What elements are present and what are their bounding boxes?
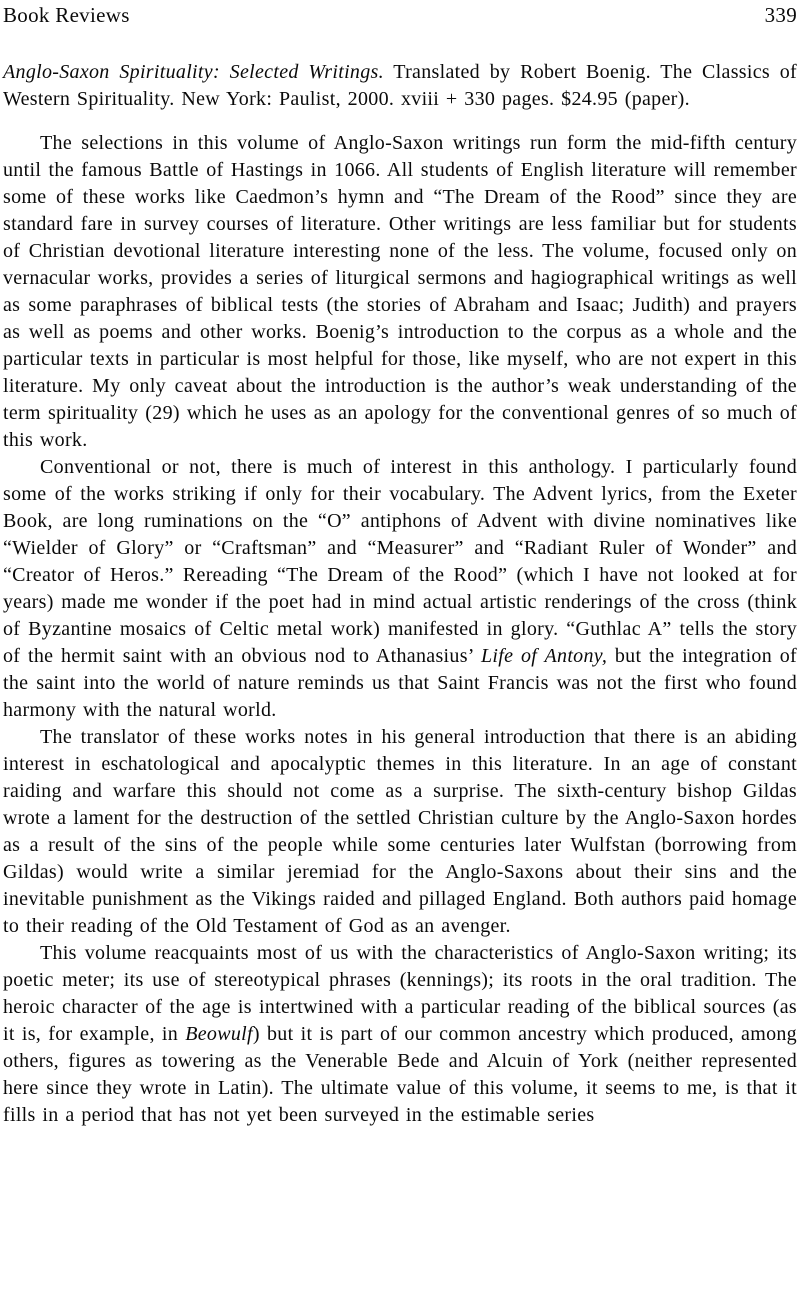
text-segment: Conventional or not, there is much of interest in this anthology. I particularly found some of the works striking if only for their vocabulary. The Advent lyrics, from the Exeter Book, are long ruminations on the “O” antiphons of Advent with divine nominatives like “Wielder of Glory” or “Craftsman” and “Measurer” and “Radiant Ruler of Wonder” and “Creator of Heros.” Rereading “The Dream of the Rood” (which I have not looked at for years) made me wonder if the poet had in mind actual artistic renderings of the cross (think of Byzantine mosaics of Celtic metal work) manifested in glory. “Guthlac A” tells the story of the hermit saint with an obvious nod to Athanasius’ — [3, 456, 797, 667]
text-segment: This volume reacquaints most of us with the characteristics of Anglo-Saxon writing; its poetic meter; its use of stereotypical phrases (kennings); its roots in the oral tradition. The heroic character of the age is intertwined with a particular reading of the biblical sources (as it is, for example, in — [3, 942, 797, 1045]
review-paragraph — [3, 940, 797, 1129]
review-paragraph — [3, 454, 797, 724]
text-segment: Translated by Robert Boenig. The Classics of Western Spirituality. New York: Paulist, 2000. xviii + 330 pages. $24.95 (paper). — [3, 61, 797, 110]
review-paragraph — [3, 130, 797, 454]
italic-text-segment: Life of Antony, — [480, 645, 608, 667]
book-citation — [3, 59, 797, 113]
page-number: 339 — [764, 3, 797, 27]
italic-text-segment: Beowulf — [185, 1023, 253, 1045]
running-head-title: Book Reviews — [3, 3, 130, 27]
text-segment: ) but it is part of our common ancestry which produced, among others, figures as towering as the Venerable Bede and Alcuin of York (neither represented here since they wrote in Latin). The ultimate value of this volume, it seems to me, is that it fills in a period that has not yet been surveyed in the estimable series — [3, 1023, 797, 1126]
running-head — [3, 2, 797, 28]
review-paragraph — [3, 724, 797, 940]
italic-text-segment: Anglo-Saxon Spirituality: Selected Writings. — [3, 61, 384, 83]
text-segment: but the integration of the saint into the world of nature reminds us that Saint Francis was not the first who found harmony with the natural world. — [3, 645, 797, 721]
text-segment: The translator of these works notes in his general introduction that there is an abiding interest in eschatological and apocalyptic themes in this literature. In an age of constant raiding and warfare this should not come as a surprise. The sixth-century bishop Gildas wrote a lament for the destruction of the settled Christian culture by the Anglo-Saxon hordes as a result of the sins of the people while some centuries later Wulfstan (borrowing from Gildas) would write a similar jeremiad for the Anglo-Saxons about their sins and the inevitable punishment as the Vikings raided and pillaged England. Both authors paid homage to their reading of the Old Testament of God as an avenger. — [3, 726, 797, 937]
text-segment: The selections in this volume of Anglo-Saxon writings run form the mid-fifth century until the famous Battle of Hastings in 1066. All students of English literature will remember some of these works like Caedmon’s hymn and “The Dream of the Rood” since they are standard fare in survey courses of literature. Other writings are less familiar but for students of Christian devotional literature interesting none of the less. The volume, focused only on vernacular works, provides a series of liturgical sermons and hagiographical writings as well as some paraphrases of biblical tests (the stories of Abraham and Isaac; Judith) and prayers as well as poems and other works. Boenig’s introduction to the corpus as a whole and the particular texts in particular is most helpful for those, like myself, who are not expert in this literature. My only caveat about the introduction is the author’s weak understanding of the term spirituality (29) which he uses as an apology for the conventional genres of so much of this work. — [3, 132, 797, 451]
